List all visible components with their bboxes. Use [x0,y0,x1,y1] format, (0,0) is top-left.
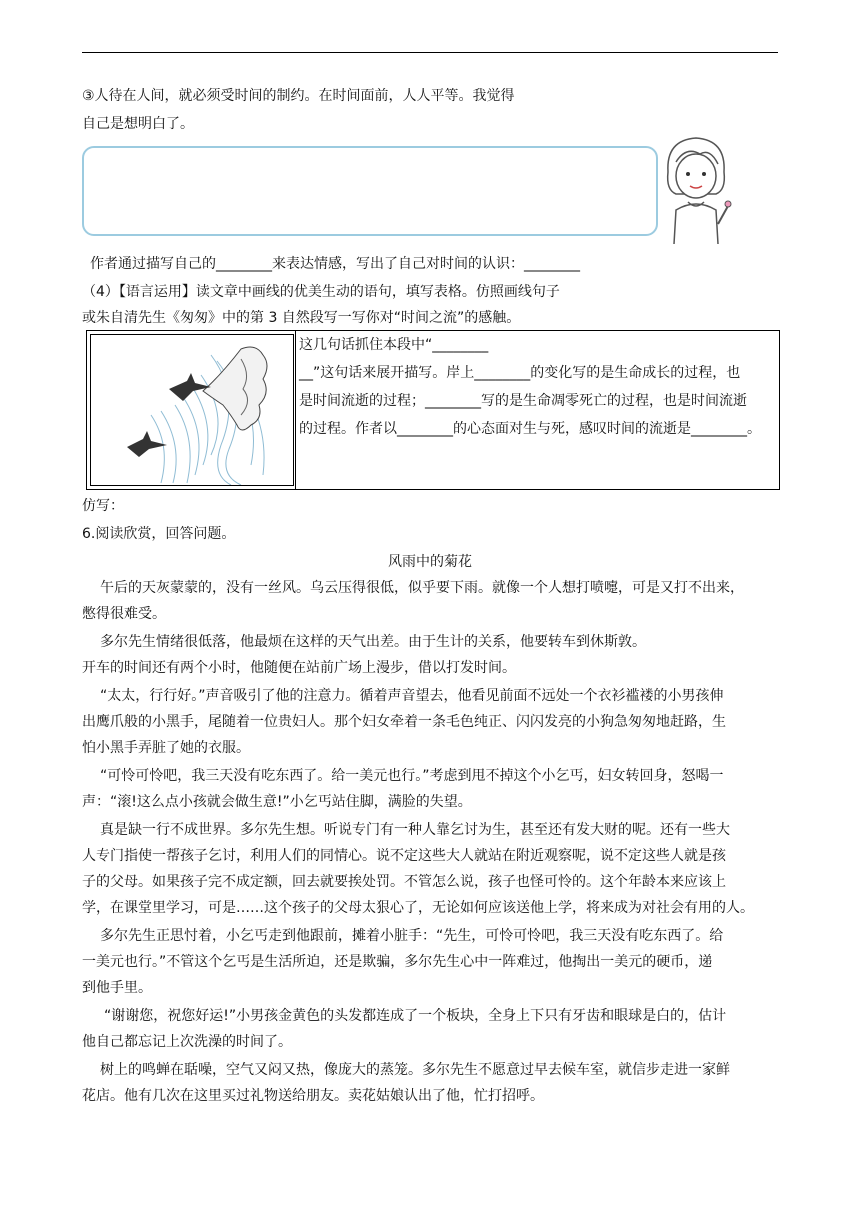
story-line: 子的父母。如果孩子完不成定额，回去就要挨处罚。不管怎么说，孩子也怪可怜的。这个年龄本来应该上 [82,874,726,890]
answer-box[interactable] [82,146,658,236]
table-image-cell [90,334,294,486]
story-line: 他自己都忘记上次洗澡的时间了。 [82,1034,292,1050]
girl-illustration [656,132,736,244]
q4-line-2: 或朱自清先生《匆匆》中的第 3 自然段写一写你对“时间之流”的感触。 [82,310,521,326]
q3-line-1: ③人待在人间，就必须受时间的制约。在时间面前，人人平等。我觉得 [82,88,515,104]
story-title: 风雨中的菊花 [388,554,472,570]
story-line: 学，在课堂里学习，可是……这个孩子的父母太狠心了，无论如何应该送他上学，将来成为对社会有用的人。 [82,900,754,916]
story-line: 真是缺一行不成世界。多尔先生想。听说专门有一种人靠乞讨为生，甚至还有发大财的呢。还有一些大 [100,822,730,838]
story-line: 憋得很难受。 [82,606,166,622]
story-line: “谢谢您，祝您好运!”小男孩金黄色的头发都连成了一个板块，全身上下只有牙齿和眼球是白的，估计 [104,1008,727,1024]
q6-label: 6.阅读欣赏，回答问题。 [82,526,236,542]
imitate-label: 仿写： [82,498,124,514]
story-line: 到他手里。 [82,980,152,996]
story-line: 出鹰爪般的小黑手，尾随着一位贵妇人。那个妇女牵着一条毛色纯正、闪闪发亮的小狗急匆匆地赶路，生 [82,714,726,730]
story-line: 树上的鸣蝉在聒噪，空气又闷又热，像庞大的蒸笼。多尔先生不愿意过早去候车室，就信步走进一家鲜 [100,1062,730,1078]
table-divider [295,331,296,489]
story-line: 开车的时间还有两个小时，他随便在站前广场上漫步，借以打发时间。 [82,660,516,676]
story-line: 怕小黑手弄脏了她的衣服。 [82,740,250,756]
story-line: “可怜可怜吧，我三天没有吃东西了。给一美元也行。”考虑到甩不掉这个小乞丐，妇女转回身，怒喝一 [100,768,724,784]
table-line-3: 是时间流逝的过程；________写的是生命凋零死亡的过程，也是时间流逝 [299,393,747,409]
q4-line-1: （4）【语言运用】读文章中画线的优美生动的语句，填写表格。仿照画线句子 [82,284,560,300]
fill-line: 作者通过描写自己的________来表达情感，写出了自己对时间的认识：________ [90,256,580,272]
story-line: 一美元也行。”不管这个乞丐是生活所迫，还是欺骗，多尔先生心中一阵难过，他掏出一美元的硬币，递 [82,954,713,970]
swallows-illustration [91,335,293,485]
table-line-4: 的过程。作者以________的心态面对生与死，感叹时间的流逝是________。 [299,421,761,437]
story-line: 声：“滚!这么点小孩就会做生意!”小乞丐站住脚，满脸的失望。 [82,794,472,810]
table-line-1: 这几句话抓住本段中“________ [299,337,489,353]
story-line: 多尔先生情绪很低落，他最烦在这样的天气出差。由于生计的关系，他要转车到休斯敦。 [100,634,646,650]
story-line: 花店。他有几次在这里买过礼物送给朋友。卖花姑娘认出了他，忙打招呼。 [82,1088,544,1104]
table-line-2: __”这句话来展开描写。岸上________的变化写的是生命成长的过程，也 [299,365,741,381]
story-line: 多尔先生正思忖着，小乞丐走到他跟前，摊着小脏手：“先生，可怜可怜吧，我三天没有吃东西了。给 [100,928,724,944]
q3-line-2: 自己是想明白了。 [82,116,194,132]
story-line: “太太，行行好。”声音吸引了他的注意力。循着声音望去，他看见前面不远处一个衣衫褴褛的小男孩伸 [100,688,724,704]
header-rule [82,52,778,53]
fill-table [86,330,780,490]
story-line: 午后的天灰蒙蒙的，没有一丝风。乌云压得很低，似乎要下雨。就像一个人想打喷嚏，可是又打不出来， [100,580,744,596]
story-line: 人专门指使一帮孩子乞讨，利用人们的同情心。说不定这些大人就站在附近观察呢，说不定这些人就是孩 [82,848,726,864]
